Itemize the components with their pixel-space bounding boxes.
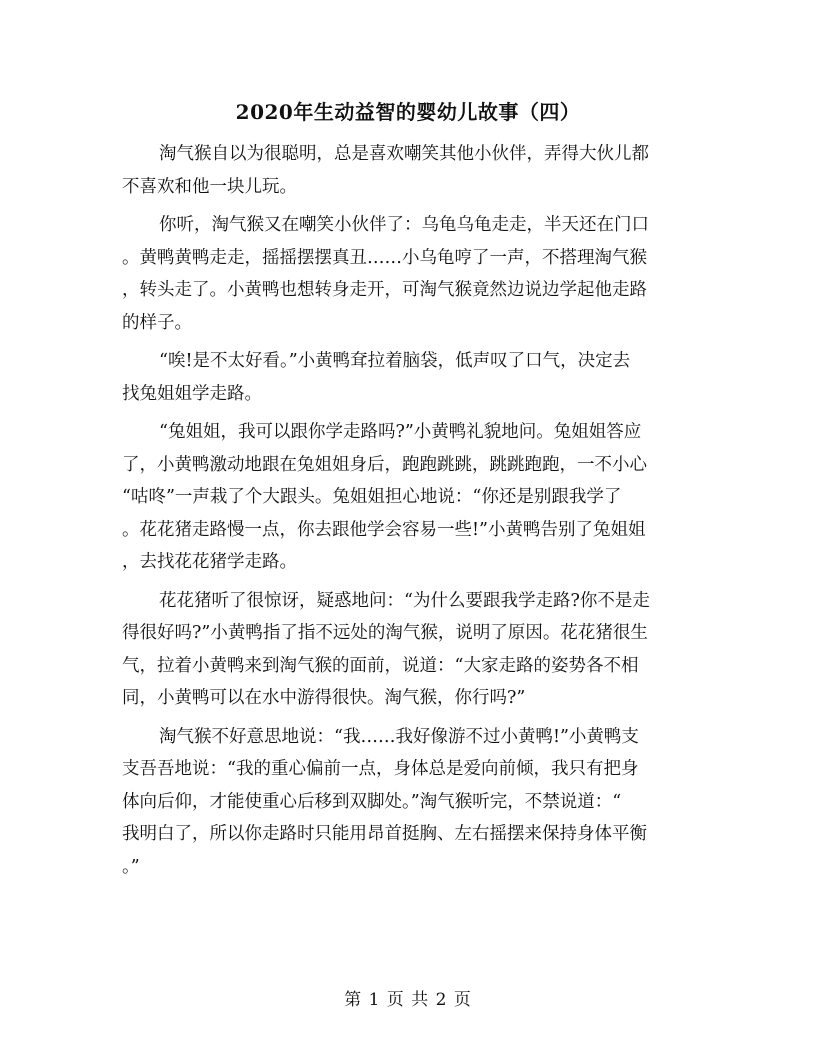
text-line: 了，小黄鸭激动地跟在兔姐姐身后，跑跑跳跳，跳跳跑跑，一不小心 <box>122 454 647 475</box>
text-line: “唉!是不太好看。”小黄鸭耷拉着脑袋，低声叹了口气，决定去 <box>159 351 631 371</box>
page-number-footer: 第 1 页 共 2 页 <box>344 990 472 1010</box>
paragraph <box>122 209 697 339</box>
text-line: ，转头走了。小黄鸭也想转身走开，可淘气猴竟然边说边学起他走路 <box>122 280 647 300</box>
paragraph <box>122 345 697 410</box>
text-line: 支吾吾地说：“我的重心偏前一点，身体总是爱向前倾，我只有把身 <box>122 759 639 779</box>
text-line: “咕咚”一声栽了个大跟头。兔姐姐担心地说：“你还是别跟我学了 <box>122 487 622 507</box>
document-body <box>122 138 697 889</box>
document-title: 2020年生动益智的婴幼儿故事（四） <box>235 100 581 124</box>
text-line: 体向后仰，才能使重心后移到双脚处。”淘气猴听完，不禁说道：“ <box>122 791 622 812</box>
text-line: 。黄鸭黄鸭走走，摇摇摆摆真丑……小乌龟哼了一声，不搭理淘气猴 <box>122 247 647 268</box>
text-line: 淘气猴自以为很聪明，总是喜欢嘲笑其他小伙伴，弄得大伙儿都 <box>159 144 649 164</box>
paragraph <box>122 585 697 715</box>
paragraph <box>122 138 697 203</box>
paragraph <box>122 416 697 579</box>
text-line: 花花猪听了很惊讶，疑惑地问：“为什么要跟我学走路?你不是走 <box>159 590 650 611</box>
text-line: 我明白了，所以你走路时只能用昂首挺胸、左右摇摆来保持身体平衡 <box>122 824 647 844</box>
text-line: 的样子。 <box>122 312 192 333</box>
text-line: 同，小黄鸭可以在水中游得很快。淘气猴，你行吗?” <box>122 688 526 708</box>
text-line: 气，拉着小黄鸭来到淘气猴的面前，说道：“大家走路的姿势各不相 <box>122 655 639 676</box>
text-line: 。花花猪走路慢一点，你去跟他学会容易一些!”小黄鸭告别了兔姐姐 <box>122 519 646 540</box>
text-line: “兔姐姐，我可以跟你学走路吗?”小黄鸭礼貌地问。兔姐姐答应 <box>159 422 642 442</box>
text-line: 得很好吗?”小黄鸭指了指不远处的淘气猴，说明了原因。花花猪很生 <box>122 623 648 643</box>
text-line: 找兔姐姐学走路。 <box>122 383 262 404</box>
text-line: 你听，淘气猴又在嘲笑小伙伴了：乌龟乌龟走走，半天还在门口 <box>159 215 649 235</box>
text-line: 淘气猴不好意思地说：“我……我好像游不过小黄鸭!”小黄鸭支 <box>159 726 639 747</box>
text-line: 不喜欢和他一块儿玩。 <box>122 176 297 197</box>
text-line: ，去找花花猪学走路。 <box>122 552 297 572</box>
paragraph <box>122 721 697 884</box>
text-line: 。” <box>122 856 140 877</box>
